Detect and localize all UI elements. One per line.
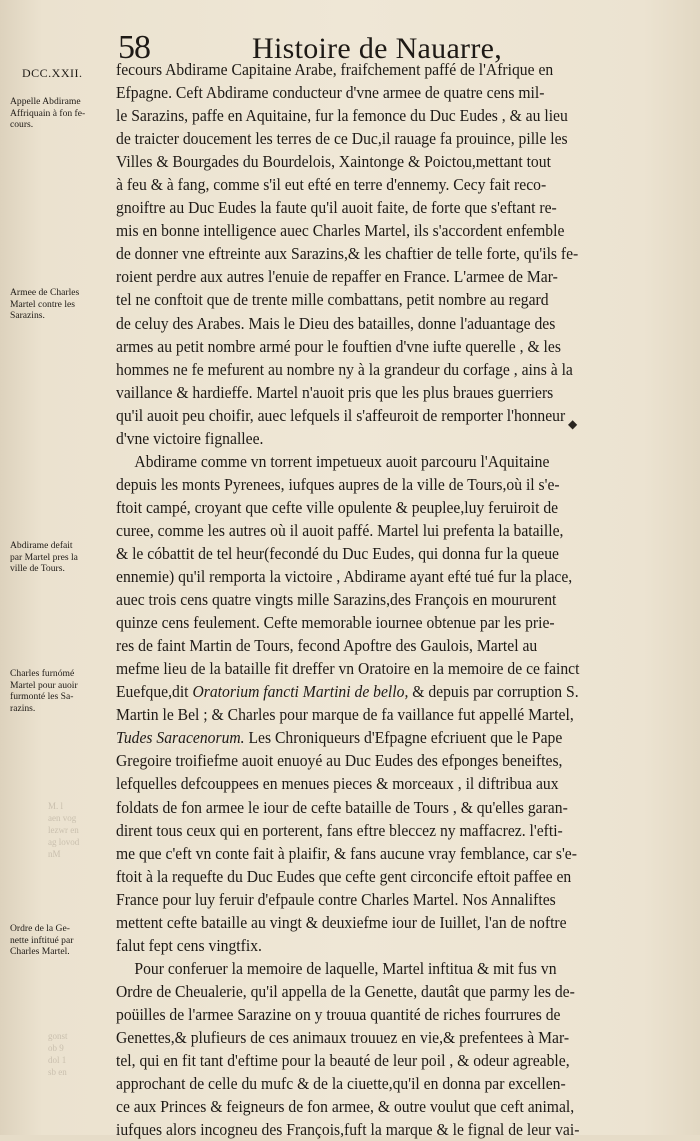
text-line: me que c'eft vn conte fait à plaifir, & fans aucune vray femblance, car s'e- — [116, 843, 577, 863]
margin-note-line: nette inftitué par — [10, 934, 74, 946]
text-line: vaillance & hardieffe. Martel n'auoit pris que les plus braues guerriers — [116, 382, 554, 402]
text-line: poüilles de l'armee Sarazine on y trouua quantité de riches fourrures de — [116, 1004, 561, 1024]
margin-note-line: Charles furnómé — [10, 668, 75, 679]
margin-note — [10, 923, 110, 958]
text-line: de traicter doucement les terres de ce Duc,il rauage fa prouince, pille les — [116, 129, 568, 149]
margin-note — [10, 96, 110, 131]
text-line: depuis les monts Pyrenees, iufques aupres de la ville de Tours,où il s'e- — [116, 474, 560, 494]
show-through-line: dol 1 — [48, 1055, 67, 1065]
text-line: de donner vne eftreinte aux Sarazins,& les chaftier de telle forte, qu'ils fe- — [116, 244, 579, 264]
text-line: & le cóbattit de tel heur(fecondé du Duc Eudes, qui donna fur la queue — [116, 543, 559, 563]
text-line: Martin le Bel ; & Charles pour marque de fa vaillance fut appellé Martel, — [116, 705, 574, 725]
margin-note-line: Appelle Abdirame — [10, 96, 81, 107]
text-line: le Sarazins, paffe en Aquitaine, fur la femonce du Duc Eudes , & au lieu — [116, 106, 568, 126]
text-segment: & depuis par corruption S. — [408, 682, 579, 702]
text-line: de celuy des Arabes. Mais le Dieu des batailles, donne l'aduantage des — [116, 313, 556, 333]
margin-note-line: razins. — [10, 702, 36, 714]
text-line: mettent cefte bataille au vingt & deuxiefme iour de Iuillet, l'an de noftre — [116, 912, 567, 932]
text-line: ennemie) qu'il remporta la victoire , Abdirame ayant efté tué fur la place, — [116, 567, 573, 587]
text-line: Villes & Bourgades du Bourdelois, Xaintonge & Poictou,mettant tout — [116, 152, 551, 172]
text-line: tel, qui en fit tant d'eftime pour la beauté de leur poil , & odeur agreable, — [116, 1051, 570, 1071]
text-line: curee, comme les autres où il auoit paffé. Martel lui prefenta la bataille, — [116, 520, 564, 540]
text-line: fecours Abdirame Capitaine Arabe, fraifchement paffé de l'Afrique en — [116, 60, 554, 79]
text-line: Gregoire troifiefme auoit enuoyé au Duc Eudes des efponges beneiftes, — [116, 751, 563, 771]
show-through-text — [48, 1030, 116, 1078]
text-line — [116, 726, 627, 749]
show-through-line: nM — [48, 849, 61, 859]
margin-note — [10, 668, 110, 714]
text-line — [116, 680, 627, 703]
margin-note-line: Armee de Charles — [10, 287, 80, 298]
margin-note-line: Martel contre les — [10, 298, 75, 310]
margin-note-line: cours. — [10, 119, 34, 130]
year-marginal: DCC.XXII. — [22, 66, 83, 80]
italic-phrase: Oratorium fancti Martini de bello, — [192, 682, 409, 702]
text-line: hommes ne fe mefurent au nombre ny à la grandeur du corfage , ains à la — [116, 359, 573, 379]
margin-note — [10, 287, 110, 322]
text-line: Pour conferuer la memoire de laquelle, Martel inftitua & mit fus vn — [134, 958, 557, 978]
text-line: mefme lieu de la bataille fit dreffer vn Oratoire en la memoire de ce fainct — [116, 659, 580, 679]
text-line: quinze cens feulement. Cefte memorable iournee obtenue par les prie- — [116, 613, 555, 633]
text-line: approchant de celle du mufc & de la ciuette,qu'il en donna par excellen- — [116, 1074, 566, 1094]
text-line: auec trois cens quatre vingts mille Sarazins,des François en moururent — [116, 590, 557, 610]
show-through-line: aen vog — [48, 813, 77, 823]
text-line: Ordre de Cheualerie, qu'il appella de la Genette, dautât que parmy les de- — [116, 981, 575, 1001]
text-line: ce aux Princes & feigneurs de fon armee, & outre voulut que ceft animal, — [116, 1097, 575, 1117]
body-text — [116, 58, 671, 1141]
text-line: foldats de fon armee le iour de cefte bataille de Tours , & qu'elles garan- — [116, 797, 568, 817]
margin-note-line: Abdirame defait — [10, 540, 73, 551]
margin-note-line: furmonté les Sa- — [10, 691, 74, 702]
text-segment: Les Chroniqueurs d'Efpagne efcriuent que le Pape — [244, 728, 563, 748]
text-line: mis en bonne intelligence auec Charles Martel, ils s'accordent enfemble — [116, 221, 565, 241]
text-line: ftoit à la requefte du Duc Eudes que cefte gent circoncife eftoit paffee en — [116, 866, 572, 886]
text-line: falut fept cens vingtfix. — [116, 935, 262, 955]
text-line: lefquelles defcouppees en menues pieces & morceaux , il diftribua aux — [116, 774, 559, 794]
margin-note-line: Sarazins. — [10, 310, 45, 321]
margin-note-line: Charles Martel. — [10, 946, 70, 957]
text-segment: Euefque,dit — [116, 682, 193, 702]
text-line: d'vne victoire fignallee. — [116, 428, 264, 448]
text-line: Genettes,& plufieurs de ces animaux trouuez en vie,& prefentees à Mar- — [116, 1027, 570, 1047]
margin-note-line: par Martel pres la — [10, 551, 78, 563]
show-through-text — [48, 800, 116, 860]
text-line: armes au petit nombre armé pour le fouftien d'vne iufte querelle , & les — [116, 336, 561, 356]
margin-note-line: Affriquain à fon fe- — [10, 107, 86, 119]
text-line: tel ne conftoit que de trente mille combattans, petit nombre au regard — [116, 290, 549, 310]
text-line: France pour luy feruir d'efpaule contre Charles Martel. Nos Annaliftes — [116, 889, 556, 909]
italic-phrase: Tudes Saracenorum. — [116, 728, 245, 748]
margin-note-line: ville de Tours. — [10, 563, 65, 574]
text-line: gnoiftre au Duc Eudes la faute qu'il auoit faite, de forte que s'eftant re- — [116, 198, 557, 218]
show-through-line: gonst — [48, 1031, 68, 1041]
margin-note-line: Ordre de la Ge- — [10, 923, 70, 934]
text-line: à feu & à fang, comme s'il eut efté en terre d'ennemy. Cecy fait reco- — [116, 175, 547, 195]
margin-note-line: Martel pour auoir — [10, 679, 78, 691]
show-through-line: ag lovod — [48, 837, 80, 847]
show-through-line: M. l — [48, 801, 64, 811]
text-line: roient perdre aux autres l'enuie de repaffer en France. L'armee de Mar- — [116, 267, 558, 287]
show-through-line: sb en — [48, 1067, 67, 1077]
text-line: qu'il auoit peu choifir, auec lefquels il s'affeuroit de remporter l'honneur — [116, 405, 566, 425]
text-line: Efpagne. Ceft Abdirame conducteur d'vne armee de quatre cens mil- — [116, 83, 545, 103]
text-line: res de faint Martin de Tours, fecond Apoftre des Gaulois, Martel au — [116, 636, 538, 656]
page-number: 58 — [118, 29, 150, 66]
ornament-mark: ◆ — [568, 417, 578, 431]
show-through-line: lezwr en — [48, 825, 79, 835]
text-line: iufques alors incogneu des François,fuft la marque & le fignal de leur vai- — [116, 1120, 580, 1140]
margin-notes — [0, 0, 118, 1135]
text-line: ftoit campé, croyant que cefte ville opulente & peuplee,luy feruiroit de — [116, 497, 559, 517]
text-line: Abdirame comme vn torrent impetueux auoit parcouru l'Aquitaine — [134, 451, 550, 471]
running-title: Histoire de Nauarre, — [252, 32, 503, 65]
text-line: dirent tous ceux qui en porterent, fans eftre bleccez ny maffacrez. l'efti- — [116, 820, 563, 840]
show-through-line: ob 9 — [48, 1043, 64, 1053]
margin-note — [10, 540, 110, 575]
